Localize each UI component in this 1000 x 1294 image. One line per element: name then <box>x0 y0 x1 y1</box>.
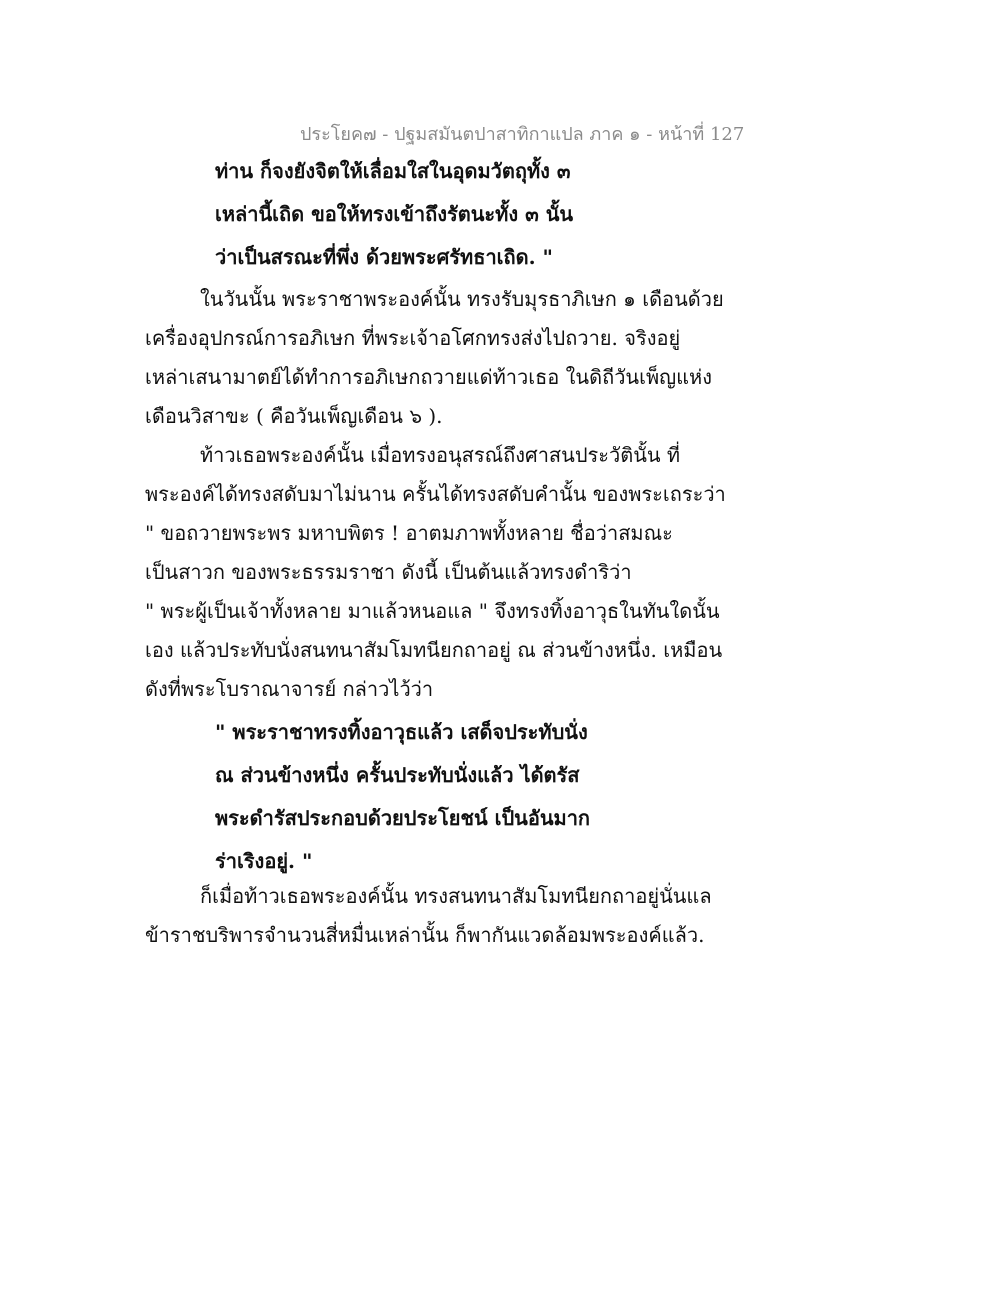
running-header: ประโยค๗ - ปฐมสมันตปาสาทิกาแปล ภาค ๑ - หน้าที่ 127 <box>300 124 745 145</box>
para2-line-4: เป็นสาวก ของพระธรรมราชา ดังนี้ เป็นต้นแล้วทรงดำริว่า <box>145 560 632 584</box>
quote2-line-2: ณ ส่วนข้างหนึ่ง ครั้นประทับนั่งแล้ว ได้ตรัส <box>215 763 580 787</box>
para2-line-7: ดังที่พระโบราณาจารย์ กล่าวไว้ว่า <box>145 677 434 701</box>
para2-line-2: พระองค์ได้ทรงสดับมาไม่นาน ครั้นได้ทรงสดับคำนั้น ของพระเถระว่า <box>145 482 726 506</box>
quote2-line-4: ร่าเริงอยู่. " <box>215 849 313 873</box>
quote1-line-1: ท่าน ก็จงยังจิตให้เลื่อมใสในอุดมวัตถุทั้ง ๓ <box>215 159 571 183</box>
para2-line-6: เอง แล้วประทับนั่งสนทนาสัมโมทนียกถาอยู่ ณ ส่วนข้างหนึ่ง. เหมือน <box>145 638 723 662</box>
quote1-line-3: ว่าเป็นสรณะที่พึ่ง ด้วยพระศรัทธาเถิด. " <box>215 245 553 269</box>
quote1-line-2: เหล่านี้เถิด ขอให้ทรงเข้าถึงรัตนะทั้ง ๓ นั้น <box>215 202 574 226</box>
para1-line-1: ในวันนั้น พระราชาพระองค์นั้น ทรงรับมุรธาภิเษก ๑ เดือนด้วย <box>200 287 724 311</box>
para1-line-4: เดือนวิสาขะ ( คือวันเพ็ญเดือน ๖ ). <box>145 404 443 428</box>
para1-line-3: เหล่าเสนามาตย์ได้ทำการอภิเษกถวายแด่ท้าวเธอ ในดิถีวันเพ็ญแห่ง <box>145 365 713 389</box>
para3-line-1: ก็เมื่อท้าวเธอพระองค์นั้น ทรงสนทนาสัมโมทนียกถาอยู่นั่นแล <box>200 884 712 908</box>
para2-line-5: " พระผู้เป็นเจ้าทั้งหลาย มาแล้วหนอแล " จึงทรงทิ้งอาวุธในทันใดนั้น <box>145 599 720 623</box>
para1-line-2: เครื่องอุปกรณ์การอภิเษก ที่พระเจ้าอโศกทรงส่งไปถวาย. จริงอยู่ <box>145 326 681 350</box>
quote2-line-1: " พระราชาทรงทิ้งอาวุธแล้ว เสด็จประทับนั่ง <box>215 720 588 744</box>
quote2-line-3: พระดำรัสประกอบด้วยประโยชน์ เป็นอันมาก <box>215 806 591 830</box>
para2-line-1: ท้าวเธอพระองค์นั้น เมื่อทรงอนุสรณ์ถึงศาสนประวัตินั้น ที่ <box>200 443 681 467</box>
para3-line-2: ข้าราชบริพารจำนวนสี่หมื่นเหล่านั้น ก็พากันแวดล้อมพระองค์แล้ว. <box>145 923 705 947</box>
para2-line-3: " ขอถวายพระพร มหาบพิตร ! อาตมภาพทั้งหลาย ชื่อว่าสมณะ <box>145 521 673 545</box>
